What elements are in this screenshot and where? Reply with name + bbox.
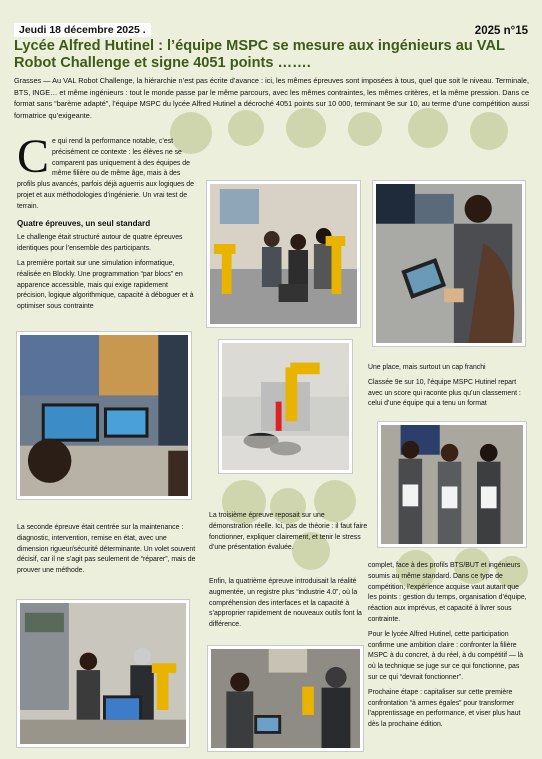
left-column-top: [17, 130, 197, 317]
drop-cap: C: [17, 130, 50, 183]
third-event-paragraph: La troisième épreuve reposait sur une démonstration réelle. Ici, pas de théorie : il faut faire fonctionner, expliquer clairement, et tenir le stress d’une présentation évaluée.: [209, 512, 368, 552]
place-subheading: Une place, mais surtout un cap franchi: [368, 364, 486, 371]
issue-date: Jeudi 18 décembre 2025 .: [14, 23, 151, 37]
team-robot-arm-photo: [207, 181, 360, 327]
fourth-event-paragraph: Enfin, la quatrième épreuve introduisait la réalité augmentée, un registre plus “industrie 4.0”, où la compréhension des interfaces et la capacité à s’approprier rapidement de nouveaux outils font la différence.: [209, 578, 362, 629]
issue-number: 2025 n°15: [474, 25, 528, 37]
ranking-paragraph: Classée 9e sur 10, l’équipe MSPC Hutinel repart avec un score qui raconte plus qu’un classement : celui d’une équipe qui a tenu un format: [368, 378, 521, 408]
center-column-b: [209, 577, 369, 635]
second-event-paragraph: La seconde épreuve était centrée sur la maintenance : diagnostic, intervention, remise en état, avec une dimension rigueur/sécurité déterminante. Un volet souvent décisif, car il ne s’agit pas seulement de “réparer”, mais de prouver une méthode.: [17, 524, 196, 575]
right-column-bottom: [368, 561, 528, 735]
hutinel-paragraph: Pour le lycée Alfred Hutinel, cette participation confirme une ambition claire : confronter la filière MSPC à du concret, à du réel, à du compétitif — là où la technique se juge sur ce qui fonctionne, pas sur ce qui “devrait fonctionner”.: [368, 630, 524, 681]
center-column-a: [209, 511, 369, 558]
article-lede: Grasses — Au VAL Robot Challenge, la hiérarchie n’est pas écrite d’avance : ici, les mêmes épreuves sont imposées à tous, quel que soit le niveau. Terminale, BTS, INGE… et même ingénieurs : tout le monde passe par le même parcours, avec les mêmes contraintes, les mêmes critères, et la même pression. Dans ce format sans “barème adapté”, l’équipe MSPC du lycée Alfred Hutinel a décroché 4051 points sur 10 000, terminant 9e sur 10, au terme d’une compétition aussi formatrice qu’exigeante.: [14, 76, 529, 120]
next-step-paragraph: Prochaine étape : capitaliser sur cette première confrontation “à armes égales” pour transformer l’apprentissage en performance, et viser plus haut dès la prochaine édition.: [368, 688, 521, 729]
right-column-top: [368, 363, 528, 414]
computer-simulation-photo: [17, 332, 191, 499]
maintenance-station-photo: [17, 600, 189, 747]
student-tablet-photo: [373, 181, 525, 346]
augmented-reality-photo: [208, 646, 363, 751]
article-title: Lycée Alfred Hutinel : l’équipe MSPC se mesure aux ingénieurs au VAL Robot Challenge et signe 4051 points …….: [14, 38, 505, 71]
left-column-middle: [17, 523, 197, 581]
intro-paragraph: e qui rend la performance notable, c’est précisément ce contexte : les élèves ne se comparent pas uniquement à des équipes de même filière ou de même âge, mais à des profils plus avancés, parfois déjà aguerris aux logiques de projet et aux méthodologies d’ingénierie. Un vrai test de terrain.: [17, 138, 194, 210]
complete-paragraph: complet, face à des profils BTS/BUT et ingénieurs soumis au même standard. Dans ce type de compétition, l’expérience acquise vaut autant que les points : gestion du temps, organisation d’équipe, réaction aux imprévus, et capacité à livrer sous contrainte.: [368, 562, 527, 623]
challenge-paragraph: Le challenge était structuré autour de quatre épreuves identiques pour l’ensemble des participants.: [17, 234, 183, 253]
robot-demo-photo: [219, 340, 352, 473]
first-event-paragraph: La première portait sur une simulation informatique, réalisée en Blockly. Une programmation “par blocs” en apparence accessible, mais qui exige rapidement précision, logique algorithmique, capacité à déboguer et à optimiser sous contrainte: [17, 259, 194, 311]
team-diplomas-photo: [378, 422, 526, 547]
section-heading: Quatre épreuves, un seul standard: [17, 218, 151, 228]
